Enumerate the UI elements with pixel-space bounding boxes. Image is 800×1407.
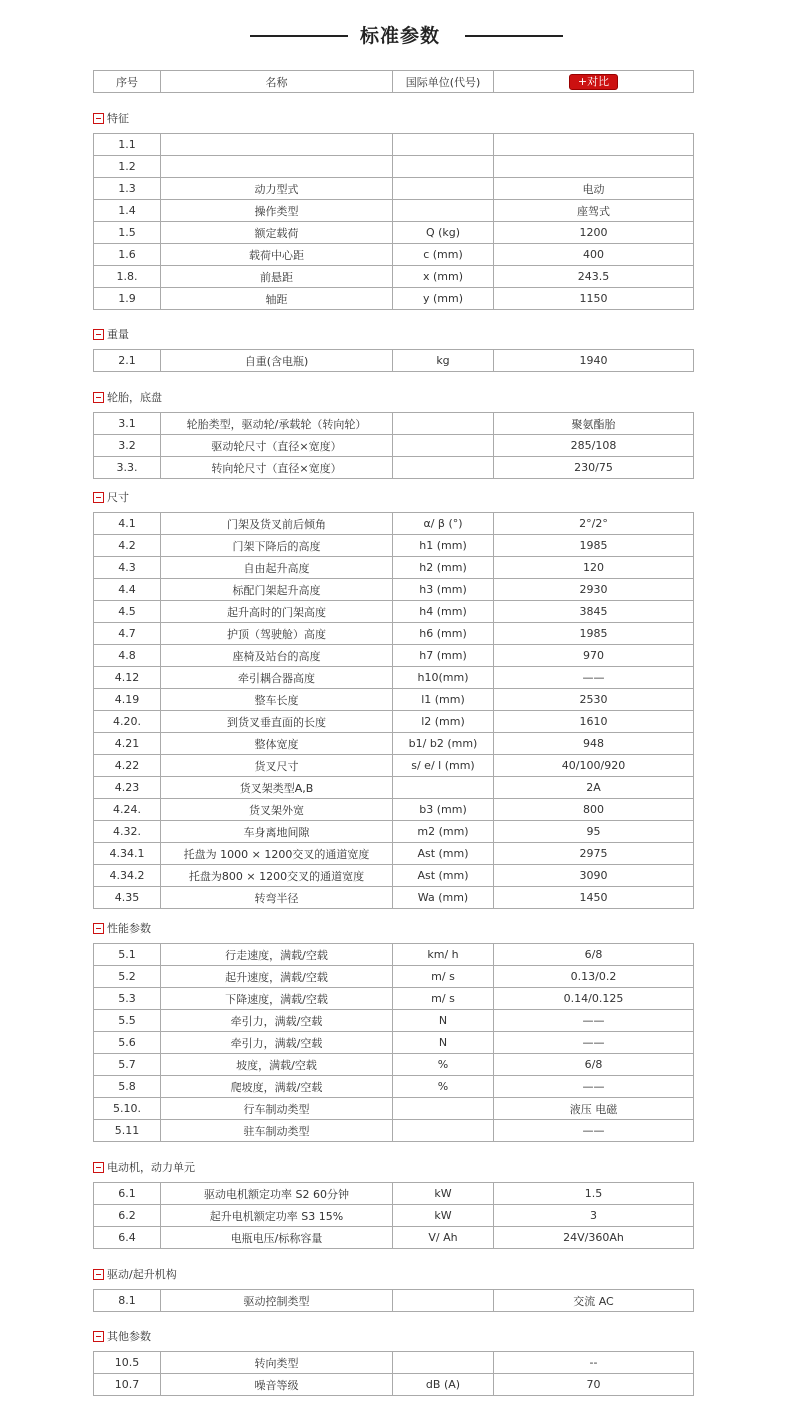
table-row [94, 1032, 694, 1054]
spec-value: 2975 [494, 843, 694, 865]
spec-name: 门架及货叉前后倾角 [161, 513, 393, 535]
spec-no: 4.1 [94, 513, 161, 535]
spec-value: 1985 [494, 535, 694, 557]
spec-no: 6.2 [94, 1205, 161, 1227]
spec-table [93, 133, 694, 310]
spec-value: 970 [494, 645, 694, 667]
spec-value [494, 134, 694, 156]
spec-value: 800 [494, 799, 694, 821]
table-row [94, 966, 694, 988]
spec-name: 托盘为 1000 × 1200交叉的通道宽度 [161, 843, 393, 865]
table-row [94, 843, 694, 865]
spec-no: 5.1 [94, 944, 161, 966]
spec-name: 轮胎类型，驱动轮/承载轮（转向轮） [161, 413, 393, 435]
spec-value: 6/8 [494, 944, 694, 966]
spec-value: 3845 [494, 601, 694, 623]
table-row [94, 1054, 694, 1076]
spec-unit: Q (kg) [393, 222, 494, 244]
spec-unit: h4 (mm) [393, 601, 494, 623]
spec-no: 1.3 [94, 178, 161, 200]
spec-unit [393, 178, 494, 200]
collapse-toggle-icon[interactable] [93, 1269, 104, 1280]
table-row [94, 711, 694, 733]
spec-unit: V/ Ah [393, 1227, 494, 1249]
spec-name: 行走速度，满载/空载 [161, 944, 393, 966]
spec-no: 5.7 [94, 1054, 161, 1076]
spec-no: 6.4 [94, 1227, 161, 1249]
spec-unit [393, 134, 494, 156]
spec-no: 5.5 [94, 1010, 161, 1032]
table-row [94, 350, 694, 372]
table-row [94, 1098, 694, 1120]
section-header [93, 490, 129, 506]
table-row [94, 244, 694, 266]
section-title: 轮胎，底盘 [107, 391, 162, 404]
spec-unit [393, 1352, 494, 1374]
spec-name: 自重(含电瓶) [161, 350, 393, 372]
spec-no: 4.2 [94, 535, 161, 557]
spec-unit: % [393, 1076, 494, 1098]
spec-unit: m2 (mm) [393, 821, 494, 843]
table-row [94, 557, 694, 579]
section-header [93, 1267, 177, 1283]
spec-name: 前悬距 [161, 266, 393, 288]
spec-name: 额定载荷 [161, 222, 393, 244]
table-row [94, 887, 694, 909]
spec-unit: h3 (mm) [393, 579, 494, 601]
spec-no: 6.1 [94, 1183, 161, 1205]
spec-unit: m/ s [393, 966, 494, 988]
section-title: 其他参数 [107, 1330, 151, 1343]
section-title: 性能参数 [107, 922, 151, 935]
spec-unit: dB (A) [393, 1374, 494, 1396]
column-header-no: 序号 [94, 71, 161, 93]
table-row [94, 200, 694, 222]
table-row [94, 1290, 694, 1312]
table-row [94, 1183, 694, 1205]
spec-unit: x (mm) [393, 266, 494, 288]
table-row [94, 733, 694, 755]
spec-table [93, 1182, 694, 1249]
spec-name: 噪音等级 [161, 1374, 393, 1396]
spec-name: 整车长度 [161, 689, 393, 711]
header-left-rule [250, 35, 348, 37]
table-row [94, 435, 694, 457]
spec-name: 转向类型 [161, 1352, 393, 1374]
spec-no: 10.7 [94, 1374, 161, 1396]
spec-no: 1.6 [94, 244, 161, 266]
spec-unit: kW [393, 1205, 494, 1227]
spec-no: 4.3 [94, 557, 161, 579]
spec-name: 载荷中心距 [161, 244, 393, 266]
spec-name: 标配门架起升高度 [161, 579, 393, 601]
spec-unit [393, 435, 494, 457]
spec-value: 3 [494, 1205, 694, 1227]
spec-unit: kW [393, 1183, 494, 1205]
spec-unit: c (mm) [393, 244, 494, 266]
table-row [94, 156, 694, 178]
table-row [94, 1076, 694, 1098]
spec-unit: % [393, 1054, 494, 1076]
spec-name: 护顶（驾驶舱）高度 [161, 623, 393, 645]
section-title: 尺寸 [107, 491, 129, 504]
section-title: 电动机，动力单元 [107, 1161, 195, 1174]
spec-no: 1.2 [94, 156, 161, 178]
table-row [94, 134, 694, 156]
page-header [0, 22, 800, 50]
spec-unit [393, 1290, 494, 1312]
spec-unit: h7 (mm) [393, 645, 494, 667]
spec-no: 5.8 [94, 1076, 161, 1098]
spec-unit: l1 (mm) [393, 689, 494, 711]
table-row [94, 1227, 694, 1249]
table-row [94, 777, 694, 799]
spec-value [494, 156, 694, 178]
spec-value: 1150 [494, 288, 694, 310]
section-title: 驱动/起升机构 [107, 1268, 177, 1281]
spec-name: 牵引耦合器高度 [161, 667, 393, 689]
table-row [94, 755, 694, 777]
spec-value: 2930 [494, 579, 694, 601]
column-header-unit: 国际单位(代号) [393, 71, 494, 93]
spec-name: 坡度，满载/空载 [161, 1054, 393, 1076]
table-row [94, 689, 694, 711]
section-header [93, 1329, 151, 1345]
section-header [93, 111, 129, 127]
spec-name [161, 156, 393, 178]
spec-no: 10.5 [94, 1352, 161, 1374]
spec-unit: h6 (mm) [393, 623, 494, 645]
spec-no: 5.6 [94, 1032, 161, 1054]
spec-unit: b3 (mm) [393, 799, 494, 821]
spec-value: 95 [494, 821, 694, 843]
spec-no: 5.3 [94, 988, 161, 1010]
spec-table [93, 1351, 694, 1396]
spec-no: 1.9 [94, 288, 161, 310]
spec-name: 操作类型 [161, 200, 393, 222]
table-row [94, 601, 694, 623]
column-header-name: 名称 [161, 71, 393, 93]
column-header-table [93, 70, 694, 93]
spec-value: 120 [494, 557, 694, 579]
spec-unit [393, 200, 494, 222]
spec-no: 4.8 [94, 645, 161, 667]
spec-value: —— [494, 1010, 694, 1032]
table-row [94, 988, 694, 1010]
spec-no: 4.20. [94, 711, 161, 733]
spec-no: 4.19 [94, 689, 161, 711]
spec-value: 24V/360Ah [494, 1227, 694, 1249]
table-row [94, 513, 694, 535]
table-row [94, 457, 694, 479]
spec-value: 230/75 [494, 457, 694, 479]
collapse-toggle-icon[interactable] [93, 492, 104, 503]
spec-name: 起升高时的门架高度 [161, 601, 393, 623]
spec-value: 1610 [494, 711, 694, 733]
spec-unit [393, 156, 494, 178]
spec-no: 5.11 [94, 1120, 161, 1142]
spec-table [93, 412, 694, 479]
spec-value: —— [494, 667, 694, 689]
table-row [94, 865, 694, 887]
spec-value: 2A [494, 777, 694, 799]
spec-no: 4.24. [94, 799, 161, 821]
spec-unit: Ast (mm) [393, 865, 494, 887]
spec-unit [393, 1120, 494, 1142]
spec-no: 2.1 [94, 350, 161, 372]
spec-value: 6/8 [494, 1054, 694, 1076]
section-title: 特征 [107, 112, 129, 125]
spec-name: 整体宽度 [161, 733, 393, 755]
section-header [93, 390, 162, 406]
spec-value: 1940 [494, 350, 694, 372]
spec-name: 动力型式 [161, 178, 393, 200]
spec-value: 40/100/920 [494, 755, 694, 777]
spec-value: -- [494, 1352, 694, 1374]
section-title: 重量 [107, 328, 129, 341]
header-right-rule [465, 35, 563, 37]
section-header [93, 327, 129, 343]
table-row [94, 222, 694, 244]
spec-name: 起升电机额定功率 S3 15% [161, 1205, 393, 1227]
collapse-toggle-icon[interactable] [93, 1162, 104, 1173]
table-row [94, 535, 694, 557]
spec-name: 转弯半径 [161, 887, 393, 909]
spec-no: 5.10. [94, 1098, 161, 1120]
spec-value: 2530 [494, 689, 694, 711]
spec-value: 1450 [494, 887, 694, 909]
spec-value: 聚氨酯胎 [494, 413, 694, 435]
spec-value: 285/108 [494, 435, 694, 457]
spec-no: 4.34.1 [94, 843, 161, 865]
spec-value: 座驾式 [494, 200, 694, 222]
spec-unit: b1/ b2 (mm) [393, 733, 494, 755]
spec-no: 1.4 [94, 200, 161, 222]
table-row [94, 944, 694, 966]
spec-value: 243.5 [494, 266, 694, 288]
spec-unit: km/ h [393, 944, 494, 966]
spec-no: 4.35 [94, 887, 161, 909]
spec-value: 948 [494, 733, 694, 755]
spec-value: 1985 [494, 623, 694, 645]
spec-name: 起升速度，满载/空载 [161, 966, 393, 988]
spec-name: 门架下降后的高度 [161, 535, 393, 557]
spec-no: 1.8. [94, 266, 161, 288]
spec-no: 4.23 [94, 777, 161, 799]
spec-unit [393, 1098, 494, 1120]
spec-no: 8.1 [94, 1290, 161, 1312]
spec-name: 轴距 [161, 288, 393, 310]
spec-no: 4.34.2 [94, 865, 161, 887]
collapse-toggle-icon[interactable] [93, 1331, 104, 1342]
spec-unit: α/ β (°) [393, 513, 494, 535]
spec-name: 转向轮尺寸（直径×宽度） [161, 457, 393, 479]
collapse-toggle-icon[interactable] [93, 113, 104, 124]
spec-no: 4.4 [94, 579, 161, 601]
table-row [94, 645, 694, 667]
table-row [94, 413, 694, 435]
spec-value: 2°/2° [494, 513, 694, 535]
spec-value: —— [494, 1076, 694, 1098]
collapse-toggle-icon[interactable] [93, 923, 104, 934]
spec-name: 驱动轮尺寸（直径×宽度） [161, 435, 393, 457]
spec-table [93, 512, 694, 909]
spec-unit: N [393, 1032, 494, 1054]
compare-button[interactable]: +对比 [569, 74, 618, 90]
spec-value: —— [494, 1032, 694, 1054]
spec-name: 下降速度，满载/空载 [161, 988, 393, 1010]
spec-unit: y (mm) [393, 288, 494, 310]
spec-value: 3090 [494, 865, 694, 887]
table-row [94, 667, 694, 689]
spec-no: 4.21 [94, 733, 161, 755]
spec-table [93, 349, 694, 372]
spec-name: 车身离地间隙 [161, 821, 393, 843]
spec-no: 4.32. [94, 821, 161, 843]
spec-name: 自由起升高度 [161, 557, 393, 579]
page-title: 标准参数 [359, 25, 440, 47]
spec-name: 货叉架类型A,B [161, 777, 393, 799]
spec-value: 400 [494, 244, 694, 266]
spec-value: 1200 [494, 222, 694, 244]
spec-unit [393, 777, 494, 799]
spec-no: 4.5 [94, 601, 161, 623]
spec-name: 到货叉垂直面的长度 [161, 711, 393, 733]
collapse-toggle-icon[interactable] [93, 329, 104, 340]
table-row [94, 1120, 694, 1142]
table-row [94, 623, 694, 645]
spec-no: 5.2 [94, 966, 161, 988]
spec-no: 3.2 [94, 435, 161, 457]
spec-table [93, 943, 694, 1142]
spec-value: 电动 [494, 178, 694, 200]
spec-unit: s/ e/ l (mm) [393, 755, 494, 777]
spec-no: 1.5 [94, 222, 161, 244]
spec-unit: kg [393, 350, 494, 372]
spec-value: 1.5 [494, 1183, 694, 1205]
spec-name: 驱动电机额定功率 S2 60分钟 [161, 1183, 393, 1205]
spec-unit: Ast (mm) [393, 843, 494, 865]
collapse-toggle-icon[interactable] [93, 392, 104, 403]
table-row [94, 178, 694, 200]
column-header-compare [494, 71, 694, 93]
spec-no: 4.22 [94, 755, 161, 777]
spec-name: 驻车制动类型 [161, 1120, 393, 1142]
spec-name: 驱动控制类型 [161, 1290, 393, 1312]
spec-name: 电瓶电压/标称容量 [161, 1227, 393, 1249]
table-row [94, 1374, 694, 1396]
spec-value: 交流 AC [494, 1290, 694, 1312]
section-header [93, 1160, 195, 1176]
spec-no: 4.12 [94, 667, 161, 689]
column-header-row [94, 71, 694, 93]
spec-unit: N [393, 1010, 494, 1032]
spec-unit: l2 (mm) [393, 711, 494, 733]
spec-unit: h10(mm) [393, 667, 494, 689]
spec-no: 3.1 [94, 413, 161, 435]
spec-name: 牵引力，满载/空载 [161, 1010, 393, 1032]
spec-unit: m/ s [393, 988, 494, 1010]
spec-name: 托盘为800 × 1200交叉的通道宽度 [161, 865, 393, 887]
spec-name [161, 134, 393, 156]
spec-name: 爬坡度，满载/空载 [161, 1076, 393, 1098]
spec-unit: h1 (mm) [393, 535, 494, 557]
spec-name: 货叉架外宽 [161, 799, 393, 821]
spec-no: 1.1 [94, 134, 161, 156]
spec-name: 座椅及站台的高度 [161, 645, 393, 667]
spec-unit [393, 413, 494, 435]
spec-unit: h2 (mm) [393, 557, 494, 579]
table-row [94, 266, 694, 288]
spec-unit: Wa (mm) [393, 887, 494, 909]
table-row [94, 1352, 694, 1374]
spec-name: 行车制动类型 [161, 1098, 393, 1120]
spec-value: 液压 电磁 [494, 1098, 694, 1120]
table-row [94, 288, 694, 310]
spec-table [93, 1289, 694, 1312]
spec-value: 70 [494, 1374, 694, 1396]
table-row [94, 1205, 694, 1227]
spec-name: 货叉尺寸 [161, 755, 393, 777]
spec-no: 4.7 [94, 623, 161, 645]
table-row [94, 821, 694, 843]
table-row [94, 1010, 694, 1032]
table-row [94, 799, 694, 821]
spec-name: 牵引力，满载/空载 [161, 1032, 393, 1054]
section-header [93, 921, 151, 937]
spec-value: 0.13/0.2 [494, 966, 694, 988]
spec-no: 3.3. [94, 457, 161, 479]
spec-value: —— [494, 1120, 694, 1142]
spec-unit [393, 457, 494, 479]
spec-value: 0.14/0.125 [494, 988, 694, 1010]
table-row [94, 579, 694, 601]
